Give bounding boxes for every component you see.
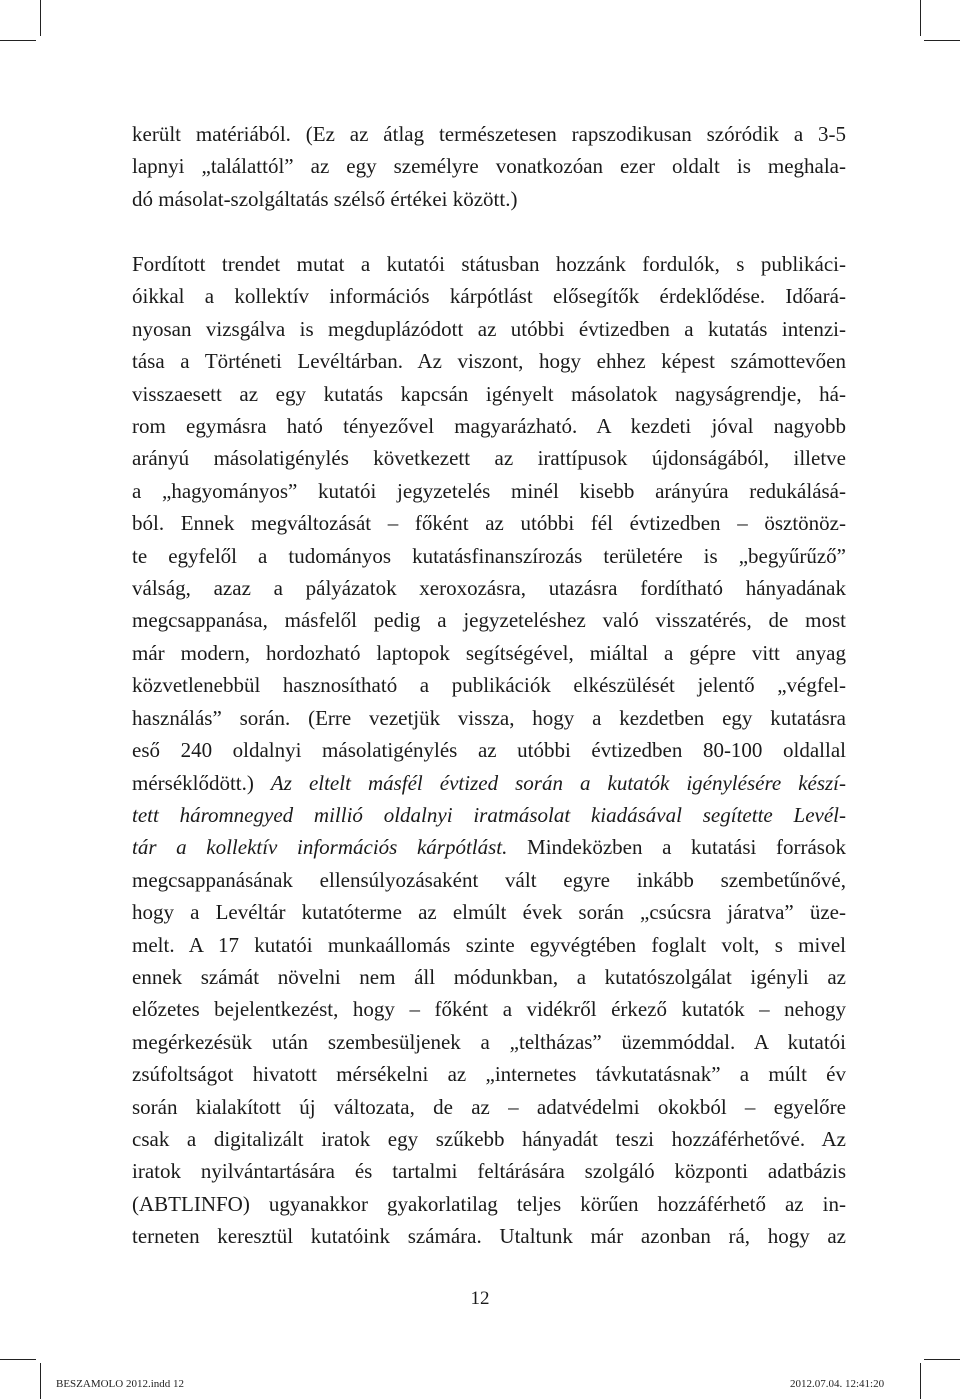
text-line: rom egymásra ható tényezővel magyarázható. A kezdeti jóval nagyobb	[132, 414, 846, 439]
crop-mark	[40, 1363, 41, 1399]
text-line: ból. Ennek megváltozását – főként az utóbbi fél évtizedben – ösztönöz-	[132, 511, 846, 536]
italic-text-line: tett háromnegyed millió oldalnyi iratmásolat kiadásával segítette Levél-	[132, 802, 846, 827]
text-line: óikkal a kollektív információs kárpótlást elősegítők érdeklődése. Időará-	[132, 284, 846, 309]
text-line: közvetlenebbül hasznosítható a publikációk elkészülését jelentő „végfel-	[132, 673, 846, 698]
text-line: iratok nyilvántartására és tartalmi feltárására szolgáló központi adatbázis	[132, 1159, 846, 1184]
text-line: lapnyi „találattól” az egy személyre vonatkozóan ezer oldalt is meghala-	[132, 154, 846, 179]
text-line: eső 240 oldalnyi másolatigénylés az utóbbi évtizedben 80-100 oldallal	[132, 738, 846, 763]
text-line: arányú másolatigénylés következett az irattípusok újdonságából, illetve	[132, 446, 846, 471]
crop-mark	[0, 40, 36, 41]
text-line: dó másolat-szolgáltatás szélső értékei között.)	[132, 186, 518, 211]
text-line: a „hagyományos” kutatói jegyzetelés minél kisebb arányúra redukálásá-	[132, 478, 846, 503]
crop-mark	[920, 0, 921, 36]
italic-text-run: Az eltelt másfél évtized során a kutatók igénylésére készí-	[270, 770, 847, 795]
text-line: használás” során. (Erre vezetjük vissza, hogy a kezdetben egy kutatásra	[132, 705, 846, 730]
text-line: megérkezésük után szembesüljenek a „teltházas” üzemmóddal. A kutatói	[132, 1029, 846, 1054]
text-line: előzetes bejelentkezést, hogy – főként a vidékről érkező kutatók – nehogy	[132, 997, 846, 1022]
paragraph-main	[132, 248, 846, 1253]
text-line: hogy a Levéltár kutatóterme az elmúlt évek során „csúcsra járatva” üze-	[132, 900, 846, 925]
text-line: Fordított trendet mutat a kutatói státusban hozzánk fordulók, s publikáci-	[132, 252, 846, 276]
paragraph-continued	[132, 118, 846, 215]
text-line: melt. A 17 kutatói munkaállomás szinte egyvégtében foglalt volt, s mivel	[132, 932, 846, 957]
text-line	[132, 767, 846, 799]
text-line: ennek számát növelni nem áll módunkban, a kutatószolgálat igényli az	[132, 964, 846, 989]
crop-mark	[924, 1359, 960, 1360]
text-line: megcsappanása, másfelől pedig a jegyzeteléshez való visszatérés, de most	[132, 608, 846, 633]
italic-text-run: tár a kollektív információs kárpótlást.	[132, 835, 508, 860]
crop-mark	[924, 40, 960, 41]
text-line: tása a Történeti Levéltárban. Az viszont, hogy ehhez képest számottevően	[132, 349, 846, 374]
text-line: megcsappanásának ellensúlyozásaként vált egyre inkább szembetűnővé,	[132, 867, 846, 892]
text-run: mérséklődött.)	[132, 770, 271, 795]
crop-mark	[0, 1359, 36, 1360]
text-line: során kialakított új változata, de az – adatvédelmi okokból – egyelőre	[132, 1094, 846, 1119]
page-number: 12	[470, 1288, 490, 1309]
text-line: zsúfoltságot hivatott mérsékelni az „internetes távkutatásnak” a múlt év	[132, 1062, 846, 1087]
text-line: nyosan vizsgálva is megduplázódott az utóbbi évtizedben a kutatás intenzi-	[132, 316, 846, 341]
text-line: visszaesett az egy kutatás kapcsán igényelt másolatok nagyságrendje, há-	[132, 381, 846, 406]
text-line: te egyfelől a tudományos kutatásfinanszírozás területére is „begyűrűző”	[132, 543, 846, 568]
text-line: válság, azaz a pályázatok xeroxozásra, utazásra fordítható hányadának	[132, 576, 846, 601]
text-line: csak a digitalizált iratok egy szűkebb hányadát teszi hozzáférhetővé. Az	[132, 1126, 846, 1151]
text-line: terneten keresztül kutatóink számára. Utaltunk már azonban rá, hogy az	[132, 1224, 846, 1249]
crop-mark	[40, 0, 41, 36]
slug-file-name: BESZAMOLO 2012.indd 12	[56, 1378, 185, 1390]
text-line: már modern, hordozható laptopok segítségével, miáltal a gépre vitt anyag	[132, 640, 846, 665]
crop-mark	[920, 1363, 921, 1399]
text-line: (ABTLINFO) ugyanakkor gyakorlatilag teljes körűen hozzáférhető az in-	[132, 1191, 846, 1216]
text-line: került matériából. (Ez az átlag természetesen rapszodikusan szóródik a 3-5	[132, 122, 846, 146]
slug-timestamp: 2012.07.04. 12:41:20	[790, 1378, 885, 1390]
text-run: Mindeközben a kutatási források	[507, 835, 846, 860]
text-line	[132, 831, 846, 863]
